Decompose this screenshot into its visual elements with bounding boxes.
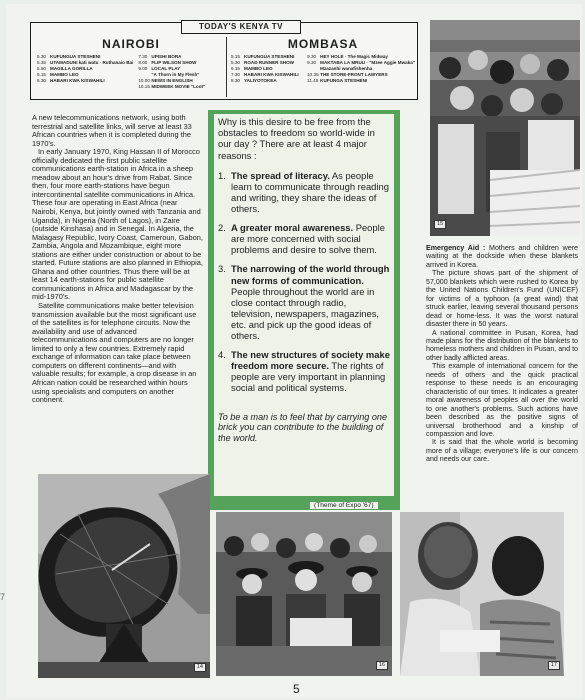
reason-item: 1. The spread of literacy. As people learn to communicate through reading and writing, they share the ideas of others.	[218, 169, 389, 215]
article-paragraph: The picture shows part of the shipment of 57,000 blankets which were rushed to Korea by the United Nations Children's Fund (UNICEF) for victims of a typhoon (a great wind) that struck earlier, leaving several thousand persons dead or home-less. It was the worst natural disaster there in 50 years.	[426, 269, 578, 329]
schedule-row: 6.15 MAMBO LEO	[37, 72, 79, 78]
reason-item: 2. A greater moral awareness. People are more concerned with social problems and desire to solve them.	[218, 222, 385, 256]
photo-number: 17	[548, 661, 560, 670]
tv-divider	[226, 37, 227, 97]
photo-caption: Emergency Aid : Mothers and children were waiting at the dockside when these blankets arrived in Korea.	[426, 244, 579, 269]
photo-number: 16	[376, 661, 388, 670]
reasons-panel	[208, 110, 400, 510]
page-number: 5	[293, 682, 300, 696]
satellite-dish-photo	[38, 474, 210, 678]
schedule-row: 8.30 YALIYOTOKEA	[231, 78, 277, 84]
expo-people-photo	[216, 512, 392, 676]
photo-number: 15	[434, 220, 446, 229]
schedule-row: 10.35 THE STORE-FRONT LAWYERS	[307, 72, 388, 78]
schedule-row: 11.45 KUFUNGA STESHENI	[307, 78, 368, 84]
schedule-row: 5.50 MAGILLA GORILLA	[37, 66, 93, 72]
photo-number: 14	[194, 663, 206, 672]
expo-quote: To be a man is to feel that by carrying one brick you can contribute to the building of the world.	[218, 411, 388, 444]
schedule-row: 7.30 HABARI KWA KISWAHILI	[231, 72, 299, 78]
crowd-photo	[430, 20, 580, 236]
schedule-row: "A Thorn in My Flesh"	[151, 72, 200, 78]
tv-schedule-title: TODAY'S KENYA TV	[181, 20, 301, 34]
schedule-row: 5.35 UTAMADUNI kati watu · Ruthanaio Bai	[37, 60, 134, 66]
schedule-row: 9.30 HEY HOLE · The Magic Midway	[307, 54, 388, 59]
schedule-row: 5.30 ROAD RUNNER SHOW	[231, 60, 295, 66]
mombasa-heading: MOMBASA	[287, 37, 359, 51]
panel-intro: Why is this desire to be free from the obstacles to freedom so world-wide in our day ? There are at least 4 major reasons :	[218, 116, 375, 161]
edge-page-mark: 7	[0, 592, 6, 602]
schedule-row: 6.30 HABARI KWA KISWAHILI	[37, 78, 105, 84]
reason-item: 3. The narrowing of the world through new forms of communication. People throughout the world are in close contact through radio, television, newspapers, magazines, etc. and pick up the good ideas of others.	[218, 263, 390, 342]
article-paragraph: It is said that the whole world is becoming more of a village; everyone's life is our concern and needs our care.	[426, 438, 578, 464]
schedule-row: 7.30 UPISHI BORA	[138, 54, 182, 59]
article-paragraph: This example of international concern for the needs of others and the quick practical response to these needs is an encouraging characteristic of our times. It indicates a greater moral awareness of peoples all over the world to one another's problems. Such actions have been described as the positive signs of universal brotherhood and a kinship of compassion and love.	[426, 362, 578, 438]
mombasa-schedule	[231, 37, 415, 84]
reason-item: 4. The new structures of society make freedom more secure. The rights of people are very important in planning social and political systems.	[218, 349, 390, 394]
schedule-row: 5.30 KUFUNGUA STESHENI	[37, 54, 101, 59]
quote-attribution: (Theme of Expo '67)	[310, 502, 378, 509]
children-photo	[400, 512, 564, 676]
schedule-row: Mzazanhi wanafishenha	[320, 66, 373, 72]
tv-schedule-box	[30, 22, 418, 100]
schedule-row: 5.15 KUFUNGUA STESHENI	[231, 54, 295, 59]
schedule-row: 8.00 FLIP WILSON SHOW	[138, 60, 197, 66]
article-paragraph: A new telecommunications network, using both terrestrial and satellite links, will serve at least 33 African countries when it is completed during the 1970's.	[32, 113, 192, 148]
telecom-article	[32, 114, 204, 405]
nairobi-schedule	[37, 37, 225, 91]
schedule-row: 10.00 NEWS IN ENGLISH	[138, 78, 193, 84]
schedule-row: 9.00 LOCAL PLAY	[138, 66, 181, 72]
schedule-row: 9.30 MAKTABA LA MRUU · "Mzee Aggie Mwaka"	[307, 60, 415, 66]
reasons-panel-inner	[214, 114, 394, 496]
emergency-aid-article	[426, 244, 578, 464]
article-paragraph: A national committee in Pusan, Korea, had made plans for the distribution of the blankets to homeless mothers and children in Pusan, and to other badly afflicted areas.	[426, 328, 578, 362]
article-paragraph: Satellite communications make better television transmission available but the most significant use of the satellites is for telephone circuits. Now the availability and use of advanced telecommunications and computers are no longer limited to only a few countries. Extremely rapid exchange of information can take place between computers on different continents—and with valuable results; for example, a crop disease in an African nation could be researched within hours using specialists and computers on another continent.	[32, 301, 197, 405]
schedule-row: 10.15 MIDWEEK MOVIE "Loot"	[138, 84, 206, 90]
nairobi-heading: NAIROBI	[102, 37, 160, 51]
article-paragraph: In early January 1970, King Hassan II of Morocco officially dedicated the first public satellite communications earth-station in Africa in a sheep meadow about an hour's drive from Rabat. Since then, four more earth-stations have begun intercontinental satellite communications in Africa. These four are operating in East Africa (near Nairobi, Kenya, but jointly owned with Tanzania and Uganda), in Nigeria (North of Lagos), in Zaire (outside Kinshasa) and in Senegal. In Algeria, the Malagasy Republic, Ivory Coast, Cameroun, Gabon, Zambia, Angola and Mozambique, eight more stations are either under construction or about to be started. Future stations are also planned in Ethiopia, Ghana and other countries. Thus there will be at least 14 earth-stations for public satellite communications in Africa and Madagascar by the mid-1970's.	[32, 147, 203, 302]
schedule-row: 6.15 MAMBO LEO	[231, 66, 273, 72]
